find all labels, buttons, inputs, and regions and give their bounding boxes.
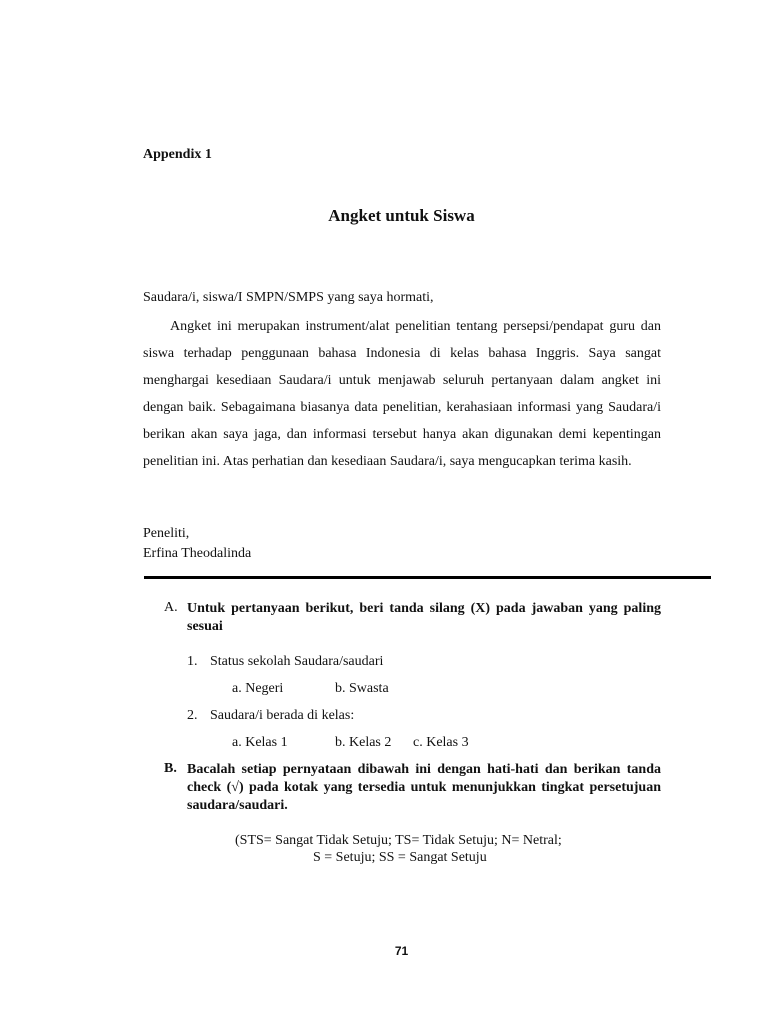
section-b-instruction: Bacalah setiap pernyataan dibawah ini dengan hati-hati dan berikan tanda check (√) pada kotak yang tersedia untuk menunjukkan tingkat persetujuan saudara/saudari. xyxy=(187,762,661,813)
horizontal-divider xyxy=(144,576,711,579)
page-number: 71 xyxy=(394,944,409,958)
question-2-option-a[interactable]: a. Kelas 1 xyxy=(232,735,288,750)
greeting-line: Saudara/i, siswa/I SMPN/SMPS yang saya hormati, xyxy=(143,290,434,305)
signature-role: Peneliti, xyxy=(143,526,190,541)
intro-paragraph-text: Angket ini merupakan instrument/alat penelitian tentang persepsi/pendapat guru dan siswa terhadap penggunaan bahasa Indonesia di kelas bahasa Inggris. Saya sangat menghargai kesediaan Saudara/i untuk menjawab seluruh pertanyaan dalam angket ini dengan baik. Sebagaimana biasanya data penelitian, kerahasiaan informasi yang Saudara/i berikan akan saya jaga, dan informasi tersebut hanya akan digunakan demi kepentingan penelitian ini. Atas perhatian dan kesediaan Saudara/i, saya mengucapkan terima kasih. xyxy=(143,319,661,469)
section-a-instruction: Untuk pertanyaan berikut, beri tanda silang (X) pada jawaban yang paling sesuai xyxy=(187,601,661,634)
question-1-option-a[interactable]: a. Negeri xyxy=(232,681,284,696)
question-2-option-b[interactable]: b. Kelas 2 xyxy=(335,735,392,750)
signature-name: Erfina Theodalinda xyxy=(143,546,252,561)
question-2-number: 2. xyxy=(187,708,198,723)
question-1-option-b[interactable]: b. Swasta xyxy=(335,681,389,696)
appendix-heading: Appendix 1 xyxy=(143,147,212,162)
section-b-marker: B. xyxy=(164,761,177,776)
question-2-option-c[interactable]: c. Kelas 3 xyxy=(413,735,469,750)
question-1-number: 1. xyxy=(187,654,198,669)
question-2-text: Saudara/i berada di kelas: xyxy=(210,708,355,723)
intro-paragraph xyxy=(143,313,661,475)
scale-legend-line-2: S = Setuju; SS = Sangat Setuju xyxy=(313,850,487,865)
scale-legend-line-1: (STS= Sangat Tidak Setuju; TS= Tidak Setuju; N= Netral; xyxy=(235,833,562,848)
section-a-marker: A. xyxy=(164,600,178,615)
document-title: Angket untuk Siswa xyxy=(328,206,475,225)
question-1-text: Status sekolah Saudara/saudari xyxy=(210,654,384,669)
